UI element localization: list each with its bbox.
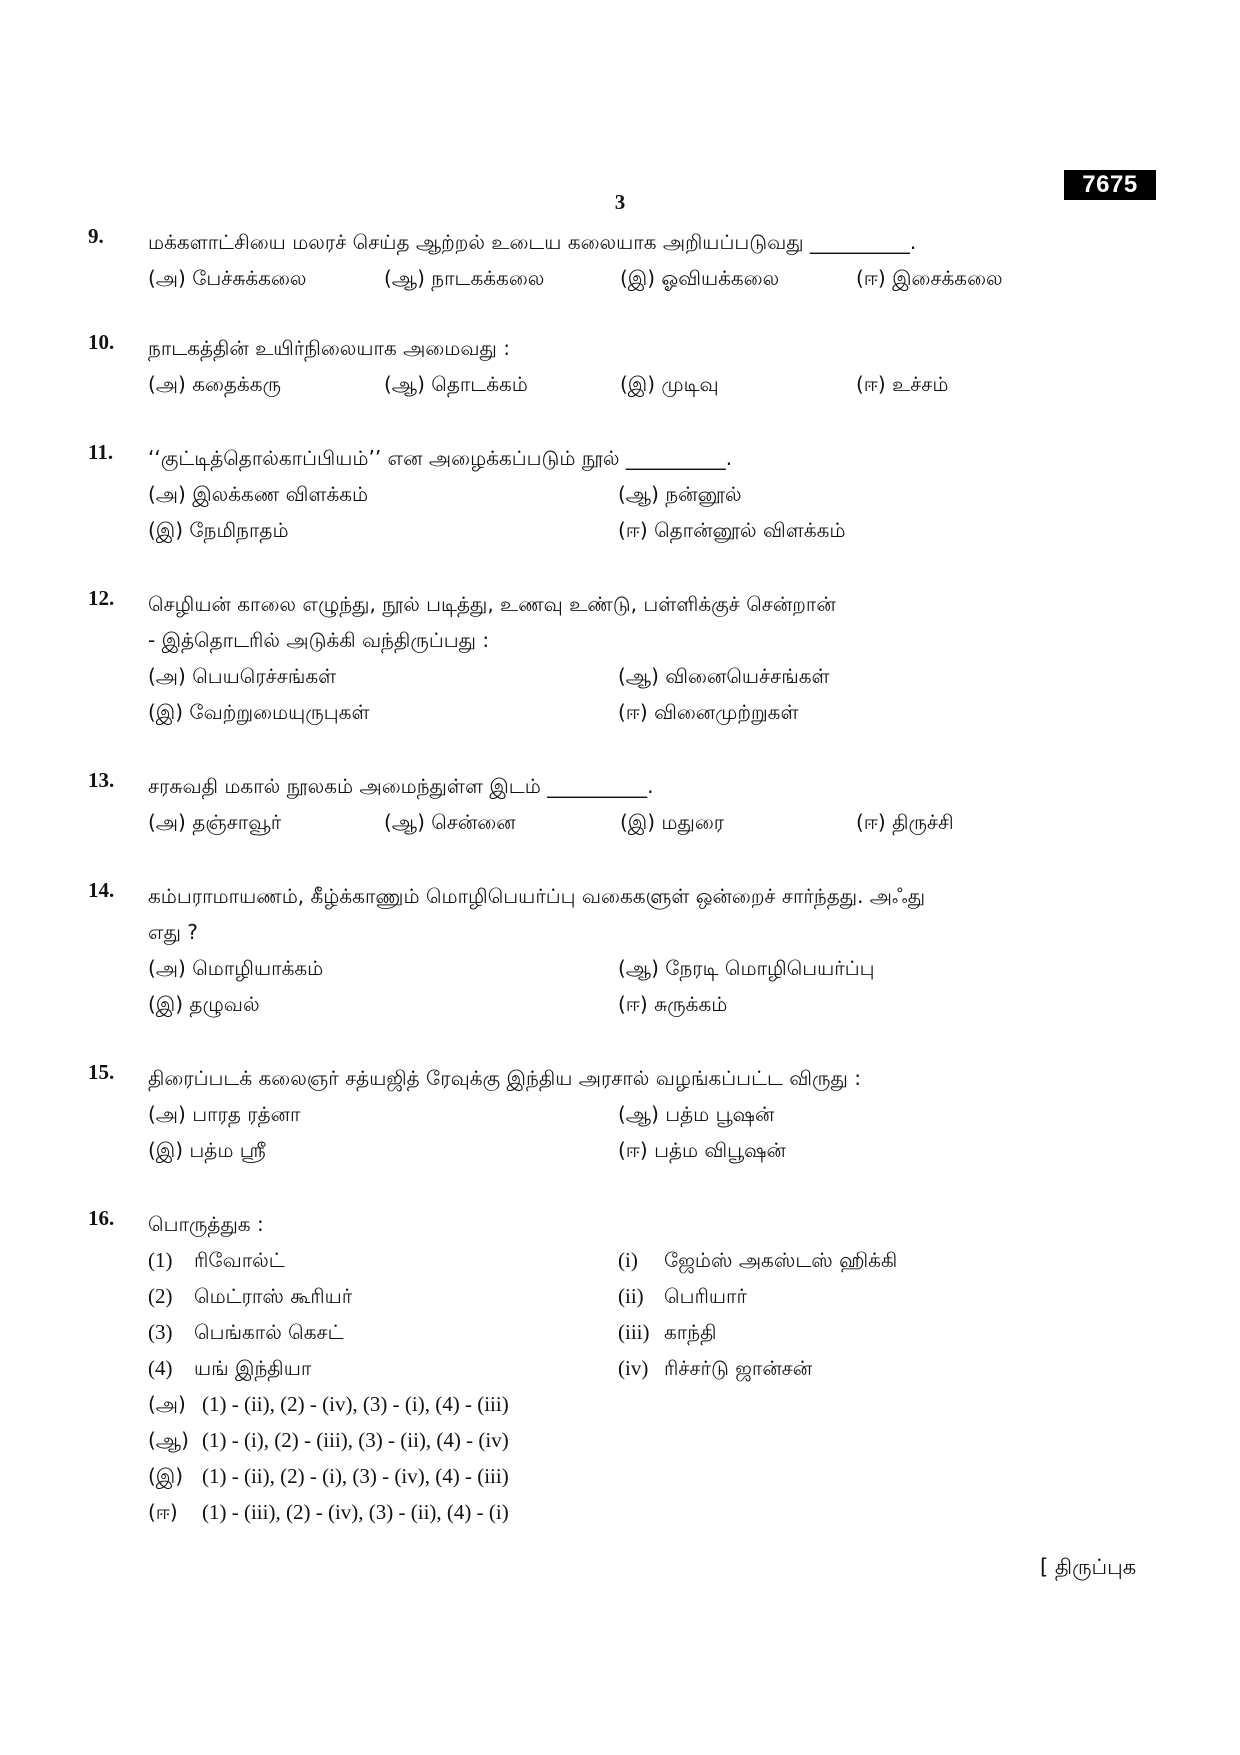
question-16 bbox=[88, 1206, 1168, 1530]
turn-over-note: [ திருப்புக bbox=[1040, 1555, 1137, 1579]
option-label: (இ) bbox=[148, 1464, 184, 1488]
question-text: மக்களாட்சியை மலரச் செய்த ஆற்றல் உடைய கலையாக அறியப்படுவது __________. bbox=[148, 230, 917, 254]
option-c: (இ) மதுரை bbox=[620, 810, 725, 834]
left-label: (1) bbox=[148, 1248, 173, 1272]
paper-code-badge: 7675 bbox=[1064, 170, 1156, 200]
option-a: (அ) மொழியாக்கம் bbox=[148, 956, 324, 980]
option-a: (அ) பெயரெச்சங்கள் bbox=[148, 664, 337, 688]
left-item: யங் இந்தியா bbox=[194, 1356, 312, 1380]
left-item: பெங்கால் கெசட் bbox=[194, 1320, 344, 1344]
options bbox=[148, 260, 1168, 296]
option-text: (1) - (ii), (2) - (iv), (3) - (i), (4) - (iii) bbox=[202, 1392, 509, 1416]
question-number: 14. bbox=[88, 878, 115, 902]
match-row bbox=[148, 1350, 1168, 1386]
right-label: (iii) bbox=[618, 1320, 650, 1344]
question-text: நாடகத்தின் உயிர்நிலையாக அமைவது : bbox=[148, 336, 510, 360]
option-a: (அ) பாரத ரத்னா bbox=[148, 1102, 301, 1126]
question-15 bbox=[88, 1060, 1168, 1168]
option-label: (அ) bbox=[148, 1392, 186, 1416]
right-label: (iv) bbox=[618, 1356, 649, 1380]
question-text: பொருத்துக : bbox=[148, 1212, 264, 1236]
option-a: (அ) தஞ்சாவூர் bbox=[148, 810, 282, 834]
option-d: (ஈ) உச்சம் bbox=[856, 372, 949, 396]
option-text: (1) - (i), (2) - (iii), (3) - (ii), (4) - (iv) bbox=[202, 1428, 509, 1452]
option-b: (ஆ) பத்ம பூஷன் bbox=[618, 1102, 775, 1126]
question-number: 9. bbox=[88, 224, 104, 248]
options bbox=[148, 658, 1168, 730]
options bbox=[148, 950, 1168, 1022]
options bbox=[148, 366, 1168, 402]
match-row bbox=[148, 1278, 1168, 1314]
question-text-line-2: - இத்தொடரில் அடுக்கி வந்திருப்பது : bbox=[148, 628, 490, 652]
right-item: பெரியார் bbox=[664, 1284, 747, 1308]
left-item: மெட்ராஸ் கூரியர் bbox=[194, 1284, 353, 1308]
question-number: 15. bbox=[88, 1060, 115, 1084]
options bbox=[148, 1096, 1168, 1168]
option-b: (ஆ) நாடகக்கலை bbox=[384, 266, 545, 290]
question-text-line-1: செழியன் காலை எழுந்து, நூல் படித்து, உணவு உண்டு, பள்ளிக்குச் சென்றான் bbox=[148, 592, 836, 616]
question-number: 12. bbox=[88, 586, 115, 610]
question-number: 11. bbox=[88, 440, 114, 464]
page-number: 3 bbox=[614, 190, 626, 214]
match-row bbox=[148, 1314, 1168, 1350]
option-b bbox=[148, 1422, 1168, 1458]
left-label: (2) bbox=[148, 1284, 173, 1308]
option-d: (ஈ) தொன்னூல் விளக்கம் bbox=[618, 518, 846, 542]
right-label: (ii) bbox=[618, 1284, 644, 1308]
question-12 bbox=[88, 586, 1168, 730]
option-d: (ஈ) சுருக்கம் bbox=[618, 992, 728, 1016]
question-9 bbox=[88, 224, 1168, 296]
option-a: (அ) கதைக்கரு bbox=[148, 372, 282, 396]
match-table bbox=[148, 1242, 1168, 1530]
options bbox=[148, 476, 1168, 548]
option-text: (1) - (ii), (2) - (i), (3) - (iv), (4) - (iii) bbox=[202, 1464, 509, 1488]
question-11 bbox=[88, 440, 1168, 548]
option-c: (இ) முடிவு bbox=[620, 372, 719, 396]
option-label: (ஈ) bbox=[148, 1500, 178, 1524]
option-b: (ஆ) வினையெச்சங்கள் bbox=[618, 664, 830, 688]
option-c bbox=[148, 1458, 1168, 1494]
option-d: (ஈ) வினைமுற்றுகள் bbox=[618, 700, 799, 724]
left-label: (3) bbox=[148, 1320, 173, 1344]
question-text-line-2: எது ? bbox=[148, 920, 198, 944]
options bbox=[148, 804, 1168, 840]
right-item: ஜேம்ஸ் அகஸ்டஸ் ஹிக்கி bbox=[664, 1248, 898, 1272]
option-d: (ஈ) இசைக்கலை bbox=[856, 266, 1003, 290]
option-d bbox=[148, 1494, 1168, 1530]
option-a bbox=[148, 1386, 1168, 1422]
question-text: திரைப்படக் கலைஞர் சத்யஜித் ரேவுக்கு இந்திய அரசால் வழங்கப்பட்ட விருது : bbox=[148, 1066, 861, 1090]
option-a: (அ) பேச்சுக்கலை bbox=[148, 266, 307, 290]
question-10 bbox=[88, 330, 1168, 402]
option-c: (இ) பத்ம ஸ்ரீ bbox=[148, 1138, 266, 1162]
option-c: (இ) ஓவியக்கலை bbox=[620, 266, 780, 290]
question-number: 16. bbox=[88, 1206, 115, 1230]
left-item: ரிவோல்ட் bbox=[194, 1248, 285, 1272]
question-text-line-1: கம்பராமாயணம், கீழ்க்காணும் மொழிபெயர்ப்பு வகைகளுள் ஒன்றைச் சார்ந்தது. அஃது bbox=[148, 884, 926, 908]
question-13 bbox=[88, 768, 1168, 840]
option-c: (இ) வேற்றுமையுருபுகள் bbox=[148, 700, 370, 724]
option-b: (ஆ) நன்னூல் bbox=[618, 482, 742, 506]
left-label: (4) bbox=[148, 1356, 173, 1380]
option-label: (ஆ) bbox=[148, 1428, 189, 1452]
option-b: (ஆ) நேரடி மொழிபெயர்ப்பு bbox=[618, 956, 875, 980]
question-number: 10. bbox=[88, 330, 115, 354]
option-b: (ஆ) சென்னை bbox=[384, 810, 516, 834]
question-text: ‘‘குட்டித்தொல்காப்பியம்’’ என அழைக்கப்படும் நூல் __________. bbox=[148, 446, 733, 470]
question-number: 13. bbox=[88, 768, 115, 792]
right-item: ரிச்சர்டு ஜான்சன் bbox=[664, 1356, 813, 1380]
option-c: (இ) நேமிநாதம் bbox=[148, 518, 289, 542]
question-14 bbox=[88, 878, 1168, 1022]
option-b: (ஆ) தொடக்கம் bbox=[384, 372, 528, 396]
right-label: (i) bbox=[618, 1248, 638, 1272]
option-a: (அ) இலக்கண விளக்கம் bbox=[148, 482, 369, 506]
option-text: (1) - (iii), (2) - (iv), (3) - (ii), (4) - (i) bbox=[202, 1500, 509, 1524]
match-row bbox=[148, 1242, 1168, 1278]
question-text: சரசுவதி மகால் நூலகம் அமைந்துள்ள இடம் __________. bbox=[148, 774, 654, 798]
option-c: (இ) தழுவல் bbox=[148, 992, 260, 1016]
option-d: (ஈ) பத்ம விபூஷன் bbox=[618, 1138, 786, 1162]
right-item: காந்தி bbox=[664, 1320, 717, 1344]
option-d: (ஈ) திருச்சி bbox=[856, 810, 954, 834]
